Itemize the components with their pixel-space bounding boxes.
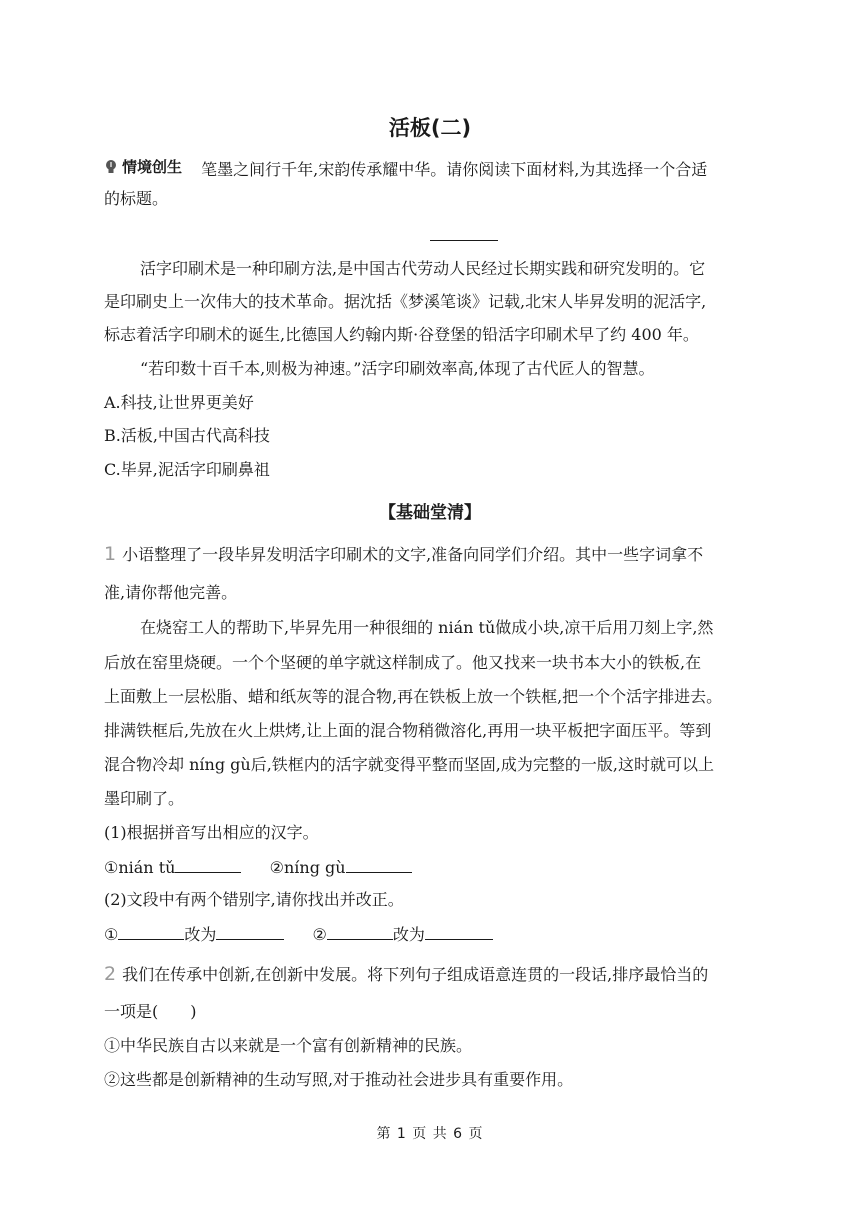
option-c[interactable]: C.毕昇,泥活字印刷鼻祖 (104, 460, 270, 479)
fix-2-to: 改为 (392, 925, 425, 944)
page-title: 活板(二) (388, 116, 472, 140)
q1-pinyin-row (104, 856, 764, 879)
q1-stem-text-1: 小语整理了一段毕昇发明活字印刷术的文字,准备向同学们介绍。其中一些字词拿不 (122, 545, 704, 564)
q1-stem-line-1 (104, 543, 764, 566)
q1-passage-line-1: 在烧窑工人的帮助下,毕昇先用一种很细的 nián tǔ做成小块,凉干后用刀刻上字,然 (140, 618, 714, 637)
option-a[interactable]: A.科技,让世界更美好 (104, 393, 254, 412)
page-footer: 第 1 页 共 6 页 (376, 1126, 484, 1142)
intro-text-1: 笔墨之间行千年,宋韵传承耀中华。请你阅读下面材料,为其选择一个合适 (201, 160, 708, 179)
q1-sub2: (2)文段中有两个错别字,请你找出并改正。 (104, 890, 404, 909)
q1-passage-line-2: 后放在窑里烧硬。一个个坚硬的单字就这样制成了。他又找来一块书本大小的铁板,在 (104, 653, 702, 672)
q1-passage-line-6: 墨印刷了。 (104, 789, 185, 808)
fix-1-right-blank[interactable] (216, 923, 284, 940)
pinyin-2-blank[interactable] (346, 856, 412, 873)
scenario-tag-label: 情境创生 (122, 158, 183, 176)
q1-number: 1 (104, 543, 117, 565)
q1-passage-line-5: 混合物冷却 níng gù后,铁框内的活字就变得平整而坚固,成为完整的一版,这时就可以上 (104, 755, 714, 774)
q2-item-2: ②这些都是创新精神的生动写照,对于推动社会进步具有重要作用。 (104, 1070, 574, 1089)
q2-stem-line-1 (104, 963, 764, 986)
lightbulb-icon (104, 159, 118, 175)
q1-passage-line-3: 上面敷上一层松脂、蜡和纸灰等的混合物,再在铁板上放一个铁框,把一个个活字排进去。 (104, 687, 723, 706)
title-answer-blank[interactable] (430, 240, 498, 241)
fix-2-right-blank[interactable] (425, 923, 493, 940)
fix-2-label: ② (312, 925, 327, 944)
pinyin-1-label: ①nián tǔ (104, 858, 176, 877)
q1-sub1: (1)根据拼音写出相应的汉字。 (104, 823, 319, 842)
fix-1-label: ① (104, 925, 119, 944)
passage1-line-1: 活字印刷术是一种印刷方法,是中国古代劳动人民经过长期实践和研究发明的。它 (140, 259, 706, 278)
passage1-line-3: 标志着活字印刷术的诞生,比德国人约翰内斯·谷登堡的铅活字印刷术早了约 400 年。 (104, 325, 699, 344)
passage1-line-4: “若印数十百千本,则极为神速。”活字印刷效率高,体现了古代匠人的智慧。 (140, 359, 655, 378)
q1-fix-row (104, 923, 764, 946)
fix-2-wrong-blank[interactable] (327, 923, 393, 940)
q2-number: 2 (104, 963, 117, 985)
q1-passage-line-4: 排满铁框后,先放在火上烘烤,让上面的混合物稍微溶化,再用一块平板把字面压平。等到 (104, 721, 712, 740)
intro-line-2: 的标题。 (104, 189, 169, 208)
pinyin-2-label: ②níng gù (269, 858, 346, 877)
passage1-line-2: 是印刷史上一次伟大的技术革命。据沈括《梦溪笔谈》记载,北宋人毕昇发明的泥活字, (104, 292, 707, 311)
q2-item-1: ①中华民族自古以来就是一个富有创新精神的民族。 (104, 1036, 473, 1055)
section-heading: 【基础堂清】 (379, 503, 481, 523)
option-b[interactable]: B.活板,中国古代高科技 (104, 426, 270, 445)
fix-1-to: 改为 (184, 925, 217, 944)
fix-1-wrong-blank[interactable] (118, 923, 184, 940)
q2-stem-line-2: 一项是( ) (104, 1002, 197, 1021)
q2-stem-text-1: 我们在传承中创新,在创新中发展。将下列句子组成语意连贯的一段话,排序最恰当的 (122, 965, 709, 984)
q1-stem-line-2: 准,请你帮他完善。 (104, 583, 238, 602)
scenario-tag (104, 156, 182, 178)
intro-line-1 (104, 156, 764, 181)
pinyin-1-blank[interactable] (175, 856, 241, 873)
